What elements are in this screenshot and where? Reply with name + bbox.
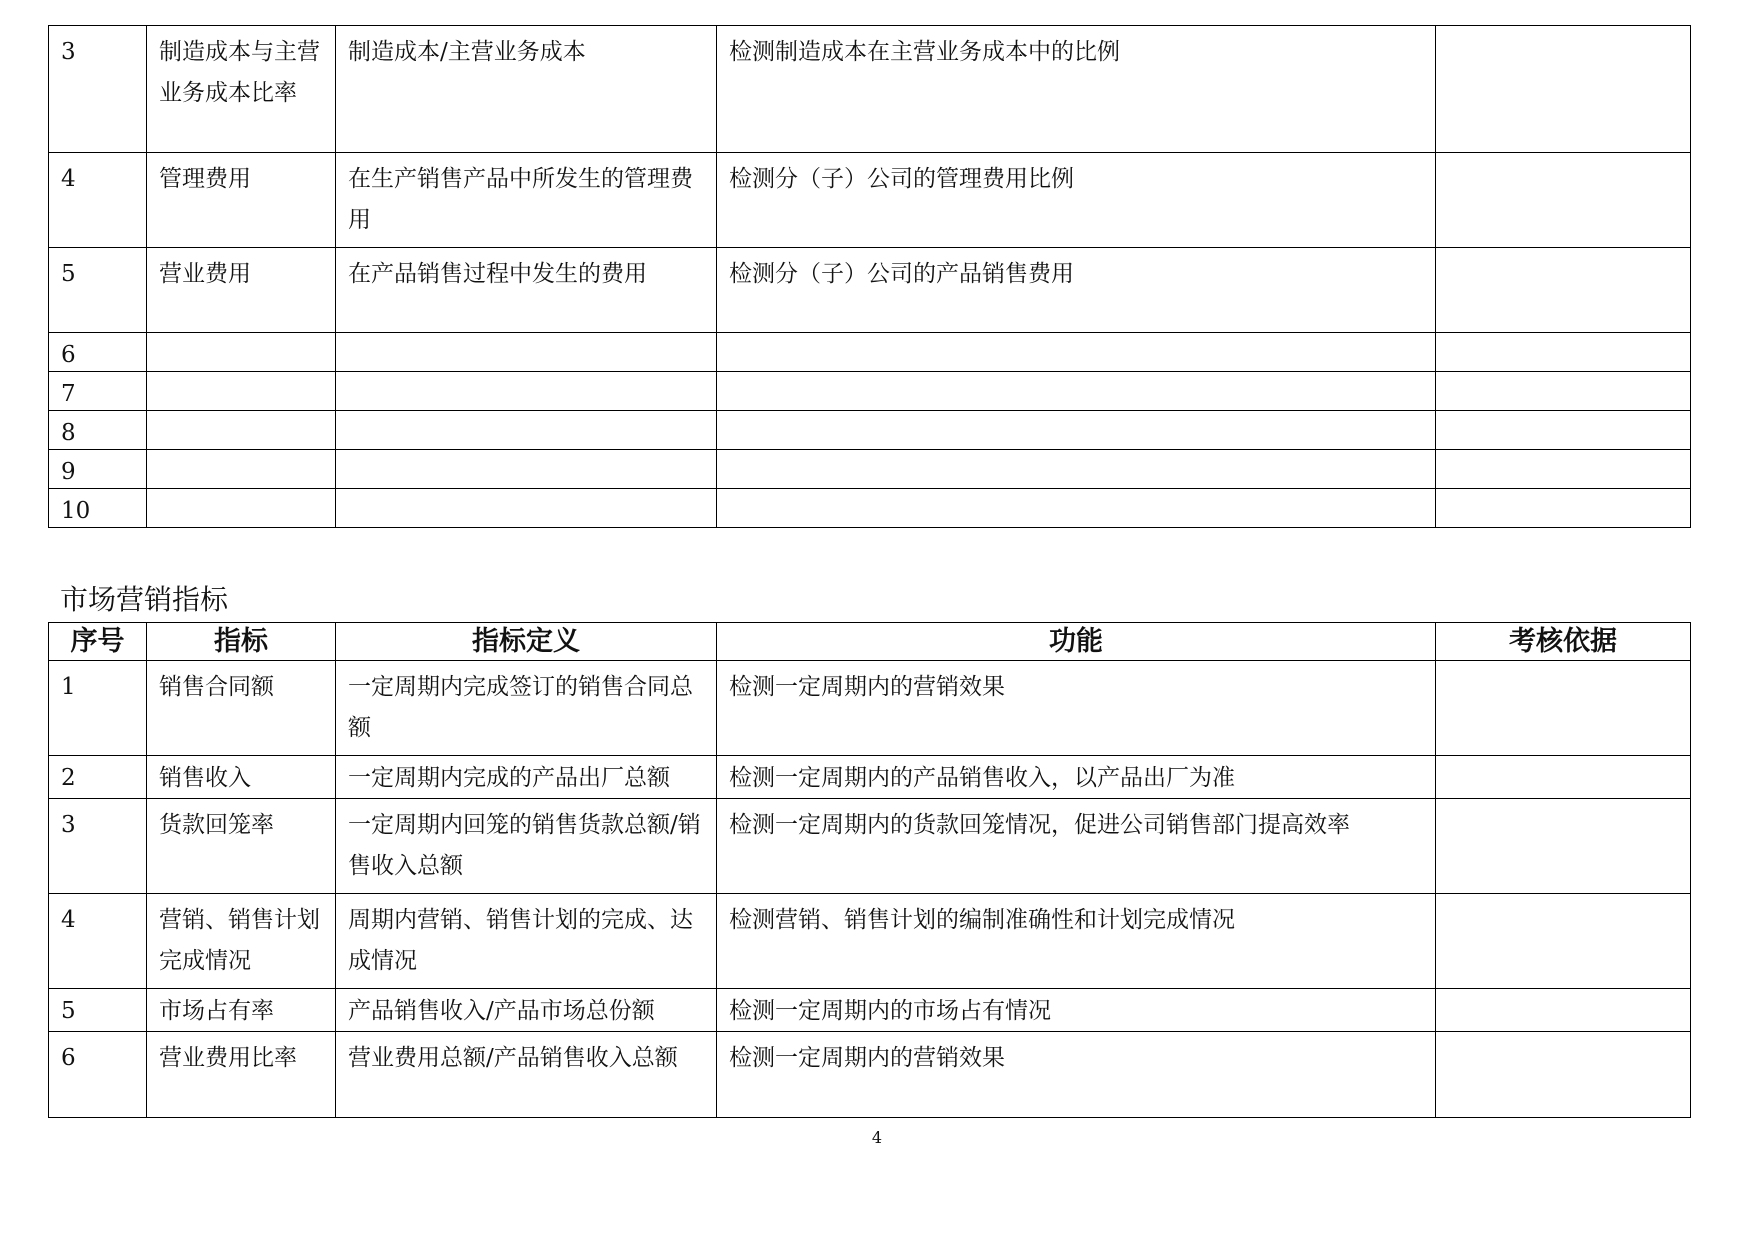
table-row: [49, 661, 1691, 756]
row-number: 1: [49, 661, 147, 756]
indicator-cell: [147, 450, 336, 489]
indicator-cell: 销售收入: [147, 756, 336, 799]
row-number: 7: [49, 372, 147, 411]
header-basis: 考核依据: [1436, 623, 1691, 661]
basis-cell: [1436, 756, 1691, 799]
definition-cell: 一定周期内完成签订的销售合同总额: [336, 661, 717, 756]
indicator-cell: [147, 411, 336, 450]
table-row: [49, 799, 1691, 894]
page-number: 4: [871, 1128, 883, 1147]
basis-cell: [1436, 372, 1691, 411]
function-cell: [717, 333, 1436, 372]
table-row: [49, 450, 1691, 489]
definition-cell: [336, 411, 717, 450]
table-row: [49, 894, 1691, 989]
row-number: 3: [49, 26, 147, 153]
table-row: [49, 333, 1691, 372]
basis-cell: [1436, 489, 1691, 528]
function-cell: 检测营销、销售计划的编制准确性和计划完成情况: [717, 894, 1436, 989]
function-cell: 检测制造成本在主营业务成本中的比例: [717, 26, 1436, 153]
row-number: 5: [49, 248, 147, 333]
function-cell: 检测分（子）公司的管理费用比例: [717, 153, 1436, 248]
basis-cell: [1436, 450, 1691, 489]
table-row: [49, 372, 1691, 411]
basis-cell: [1436, 26, 1691, 153]
definition-cell: 产品销售收入/产品市场总份额: [336, 989, 717, 1032]
row-number: 6: [49, 1032, 147, 1118]
indicator-cell: 货款回笼率: [147, 799, 336, 894]
row-number: 3: [49, 799, 147, 894]
table-row: [49, 411, 1691, 450]
definition-cell: 在产品销售过程中发生的费用: [336, 248, 717, 333]
basis-cell: [1436, 411, 1691, 450]
basis-cell: [1436, 248, 1691, 333]
basis-cell: [1436, 661, 1691, 756]
row-number: 2: [49, 756, 147, 799]
header-indicator: 指标: [147, 623, 336, 661]
definition-cell: 一定周期内完成的产品出厂总额: [336, 756, 717, 799]
row-number: 4: [49, 153, 147, 248]
table-row: [49, 248, 1691, 333]
header-row: [49, 623, 1691, 661]
indicator-cell: 营销、销售计划完成情况: [147, 894, 336, 989]
indicator-cell: 管理费用: [147, 153, 336, 248]
definition-cell: 周期内营销、销售计划的完成、达成情况: [336, 894, 717, 989]
definition-cell: 一定周期内回笼的销售货款总额/销售收入总额: [336, 799, 717, 894]
table-row: [49, 489, 1691, 528]
indicator-cell: [147, 489, 336, 528]
indicator-cell: [147, 333, 336, 372]
table-row: [49, 153, 1691, 248]
function-cell: 检测分（子）公司的产品销售费用: [717, 248, 1436, 333]
marketing-indicator-table: [48, 622, 1691, 1118]
table-row: [49, 1032, 1691, 1118]
table-row: [49, 989, 1691, 1032]
function-cell: 检测一定周期内的营销效果: [717, 1032, 1436, 1118]
header-function: 功能: [717, 623, 1436, 661]
indicator-cell: 营业费用比率: [147, 1032, 336, 1118]
indicator-cell: 销售合同额: [147, 661, 336, 756]
basis-cell: [1436, 799, 1691, 894]
function-cell: 检测一定周期内的市场占有情况: [717, 989, 1436, 1032]
function-cell: [717, 489, 1436, 528]
indicator-cell: 营业费用: [147, 248, 336, 333]
row-number: 8: [49, 411, 147, 450]
function-cell: 检测一定周期内的营销效果: [717, 661, 1436, 756]
header-no: 序号: [49, 623, 147, 661]
row-number: 5: [49, 989, 147, 1032]
function-cell: 检测一定周期内的货款回笼情况，促进公司销售部门提高效率: [717, 799, 1436, 894]
definition-cell: 营业费用总额/产品销售收入总额: [336, 1032, 717, 1118]
header-definition: 指标定义: [336, 623, 717, 661]
cost-indicator-table: [48, 25, 1691, 528]
function-cell: [717, 411, 1436, 450]
section-title: 市场营销指标: [60, 583, 229, 616]
indicator-cell: 市场占有率: [147, 989, 336, 1032]
basis-cell: [1436, 153, 1691, 248]
table-row: [49, 26, 1691, 153]
function-cell: [717, 450, 1436, 489]
function-cell: [717, 372, 1436, 411]
definition-cell: [336, 333, 717, 372]
row-number: 6: [49, 333, 147, 372]
basis-cell: [1436, 333, 1691, 372]
function-cell: 检测一定周期内的产品销售收入，以产品出厂为准: [717, 756, 1436, 799]
basis-cell: [1436, 894, 1691, 989]
indicator-cell: 制造成本与主营业务成本比率: [147, 26, 336, 153]
row-number: 4: [49, 894, 147, 989]
table-row: [49, 756, 1691, 799]
definition-cell: [336, 450, 717, 489]
row-number: 10: [49, 489, 147, 528]
indicator-cell: [147, 372, 336, 411]
definition-cell: 制造成本/主营业务成本: [336, 26, 717, 153]
definition-cell: [336, 372, 717, 411]
basis-cell: [1436, 1032, 1691, 1118]
row-number: 9: [49, 450, 147, 489]
definition-cell: [336, 489, 717, 528]
definition-cell: 在生产销售产品中所发生的管理费用: [336, 153, 717, 248]
basis-cell: [1436, 989, 1691, 1032]
